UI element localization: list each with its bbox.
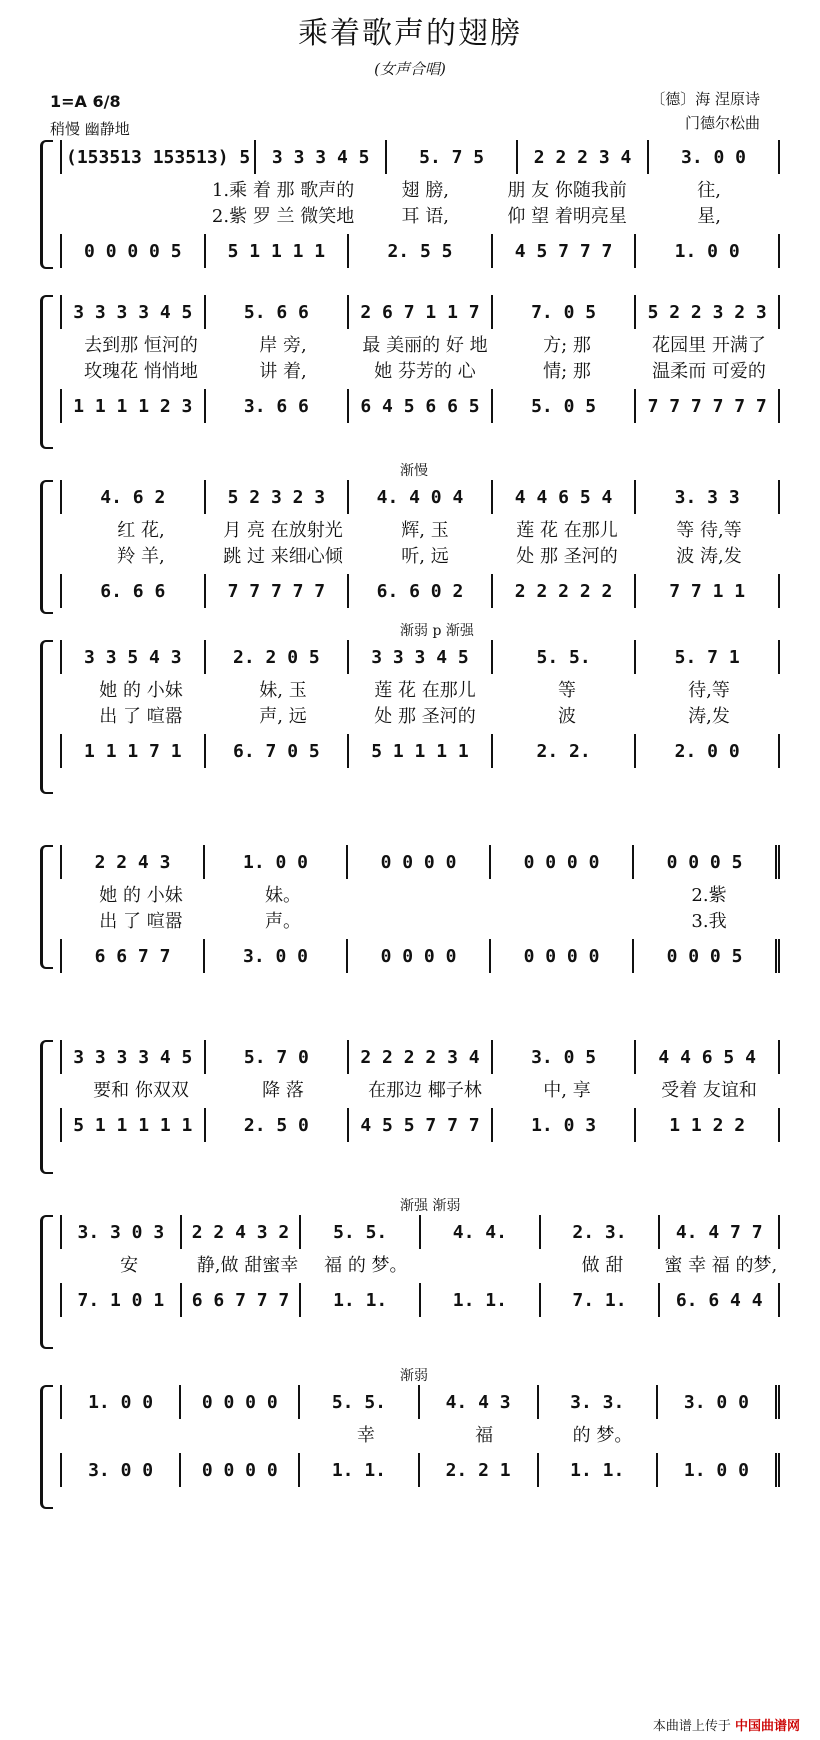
tempo-marking: 稍慢 幽静地 [50, 120, 130, 138]
lyric-segment: 辉, 玉 [401, 520, 449, 541]
measure: 1 1 1 1 2 3 [62, 389, 206, 423]
lyric-segment: 红 花, [117, 520, 165, 541]
lower-voice-row [60, 1108, 780, 1142]
lyric-segment: 声。 [265, 911, 301, 932]
lyric-segment: 安 [120, 1255, 139, 1276]
measure: 0 0 0 0 5 [62, 234, 206, 268]
lyric-segment: 讲 着, [259, 361, 307, 382]
measure: 3. 3. [539, 1385, 658, 1419]
dynamics-marking: 渐强 渐弱 [400, 1198, 461, 1214]
lower-voice-row [60, 234, 780, 268]
upper-voice-row [60, 1215, 780, 1249]
upper-voice-row [60, 140, 780, 174]
measure: 6. 6 4 4 [660, 1283, 780, 1317]
lyric-segment: 中, 享 [543, 1080, 591, 1101]
measure: 5. 7 5 [387, 140, 518, 174]
measure: 3. 6 6 [206, 389, 350, 423]
measure: 5. 6 6 [206, 295, 350, 329]
measure: 2. 5 0 [206, 1108, 350, 1142]
dynamics-marking: 渐慢 [400, 463, 428, 479]
lyric-verse-2 [70, 202, 780, 228]
lyric-segment: 福 [475, 1425, 494, 1446]
measure: 2. 5 5 [349, 234, 493, 268]
measure: 2. 0 0 [636, 734, 780, 768]
lyric-verse-1 [70, 676, 780, 702]
upper-voice-row [60, 640, 780, 674]
measure: 3. 0 0 [62, 1453, 181, 1487]
lyric-segment: 涛,发 [688, 706, 730, 727]
lyric-segment: 听, 远 [401, 546, 449, 567]
upper-voice-row [60, 1385, 780, 1419]
score-system [40, 463, 780, 610]
composer-credit: 门德尔松曲 [684, 114, 760, 132]
lyric-segment: 出 了 喧嚣 [99, 911, 183, 932]
measure: 7 7 1 1 [636, 574, 780, 608]
measure: 2. 2 0 5 [206, 640, 350, 674]
measure: 7 7 7 7 7 7 [636, 389, 780, 423]
lyric-segment: 玫瑰花 悄悄地 [84, 361, 198, 382]
measure: 7. 0 5 [493, 295, 637, 329]
lower-voice-row [60, 574, 780, 608]
lyric-verse-1 [70, 1251, 780, 1277]
lyric-segment: 波 涛,发 [676, 546, 742, 567]
lyric-segment: 受着 友谊和 [661, 1080, 757, 1101]
measure: 4 5 7 7 7 [493, 234, 637, 268]
lyric-segment: 2.紫 [691, 885, 727, 906]
measure: 4. 4. [421, 1215, 541, 1249]
score-system [40, 140, 780, 265]
lyric-segment: 待,等 [688, 680, 730, 701]
lyric-segment: 的 梦。 [572, 1425, 633, 1446]
measure: 2. 3. [541, 1215, 661, 1249]
lyric-segment: 月 亮 在放射光 [223, 520, 343, 541]
measure: 0 0 0 0 [491, 845, 634, 879]
lyric-verse-1 [70, 331, 780, 357]
lower-voice-row [60, 939, 780, 973]
score-system [40, 845, 780, 965]
lyric-segment: 做 甜 [581, 1255, 624, 1276]
lyric-segment: 翅 膀, [401, 180, 449, 201]
measure: 3. 0 0 [658, 1385, 780, 1419]
measure: 1. 0 0 [62, 1385, 181, 1419]
lyric-verse-1 [70, 881, 780, 907]
measure: 0 0 0 0 [348, 845, 491, 879]
lyric-segment: 情; 那 [543, 361, 591, 382]
measure: 1. 0 0 [658, 1453, 780, 1487]
lyric-verse-2 [70, 702, 780, 728]
measure: 2 2 4 3 2 [182, 1215, 302, 1249]
measure: 5 1 1 1 1 [206, 234, 350, 268]
lyric-segment: 声, 远 [259, 706, 307, 727]
lyric-verse-2 [70, 542, 780, 568]
measure: 5. 7 0 [206, 1040, 350, 1074]
measure: 3 3 3 3 4 5 [62, 1040, 206, 1074]
measure: 2. 2. [493, 734, 637, 768]
measure: 1. 1. [539, 1453, 658, 1487]
measure: 0 0 0 0 [348, 939, 491, 973]
measure: 4. 4 3 [420, 1385, 539, 1419]
lyric-segment: 温柔而 可爱的 [652, 361, 766, 382]
measure: 0 0 0 0 [181, 1453, 300, 1487]
measure: 1. 1. [421, 1283, 541, 1317]
measure: 3. 0 0 [649, 140, 780, 174]
measure: 6. 6 0 2 [349, 574, 493, 608]
lyric-segment: 蜜 幸 福 的梦, [664, 1255, 778, 1276]
lyric-segment: 妹, 玉 [259, 680, 307, 701]
measure: 2 2 2 2 2 [493, 574, 637, 608]
score-system [40, 1040, 780, 1170]
dynamics-marking: 渐弱 p 渐强 [400, 623, 474, 639]
lyric-segment: 最 美丽的 好 地 [362, 335, 488, 356]
measure: 2. 2 1 [420, 1453, 539, 1487]
measure: 4 5 5 7 7 7 [349, 1108, 493, 1142]
measure: 1 1 1 7 1 [62, 734, 206, 768]
measure: 4. 6 2 [62, 480, 206, 514]
lyric-segment: 她 芬芳的 心 [374, 361, 476, 382]
measure: 0 0 0 5 [634, 939, 780, 973]
measure: 5. 5. [300, 1385, 419, 1419]
lyric-segment: 花园里 开满了 [652, 335, 766, 356]
measure: 4 4 6 5 4 [493, 480, 637, 514]
system-brace [40, 140, 53, 269]
upper-voice-row [60, 480, 780, 514]
song-title: 乘着歌声的翅膀 [298, 16, 522, 51]
lyric-segment: 莲 花 在那儿 [516, 520, 618, 541]
measure: 6. 6 6 [62, 574, 206, 608]
lyric-segment: 耳 语, [401, 206, 449, 227]
measure: 6 6 7 7 [62, 939, 205, 973]
measure: 1 1 2 2 [636, 1108, 780, 1142]
upper-voice-row [60, 295, 780, 329]
measure: 5 2 2 3 2 3 [636, 295, 780, 329]
measure: 6 4 5 6 6 5 [349, 389, 493, 423]
lyric-segment: 静,做 甜蜜幸 [196, 1255, 299, 1276]
lyric-segment: 方; 那 [543, 335, 591, 356]
measure: 1. 0 0 [636, 234, 780, 268]
lyric-segment: 莲 花 在那儿 [374, 680, 476, 701]
lower-voice-row [60, 389, 780, 423]
lyric-segment: 她 的 小妹 [99, 680, 183, 701]
key-signature: 1=A 6/8 [50, 92, 121, 111]
measure: 7. 1 0 1 [62, 1283, 182, 1317]
measure: 3 3 3 4 5 [256, 140, 387, 174]
measure: 3. 3 0 3 [62, 1215, 182, 1249]
measure: 4. 4 7 7 [660, 1215, 780, 1249]
lyric-segment: 降 落 [262, 1080, 304, 1101]
measure: 0 0 0 5 [634, 845, 780, 879]
lower-voice-row [60, 1453, 780, 1487]
score-system [40, 1198, 780, 1345]
lyric-segment: 福 的 梦。 [324, 1255, 408, 1276]
dynamics-marking: 渐弱 [400, 1368, 428, 1384]
lyric-segment: 处 那 圣河的 [516, 546, 618, 567]
measure: 6. 7 0 5 [206, 734, 350, 768]
lyric-segment: 出 了 喧嚣 [99, 706, 183, 727]
lyric-verse-1 [70, 1421, 780, 1447]
upper-voice-row [60, 1040, 780, 1074]
lyric-segment: 去到那 恒河的 [84, 335, 198, 356]
lower-voice-row [60, 734, 780, 768]
measure: 5 1 1 1 1 [349, 734, 493, 768]
footer-text: 本曲谱上传于 [652, 1719, 731, 1734]
measure: 4 4 6 5 4 [636, 1040, 780, 1074]
system-brace [40, 640, 53, 794]
lower-voice-row [60, 1283, 780, 1317]
measure: 7 7 7 7 7 [206, 574, 350, 608]
measure: 5. 5. [301, 1215, 421, 1249]
lyric-verse-2 [70, 907, 780, 933]
measure: 1. 0 0 [205, 845, 348, 879]
measure: (153513 153513) 5 [62, 140, 256, 174]
lyric-segment: 岸 旁, [259, 335, 307, 356]
measure: 5. 0 5 [493, 389, 637, 423]
lyric-segment: 等 [558, 680, 576, 701]
measure: 3 3 3 3 4 5 [62, 295, 206, 329]
system-brace [40, 1385, 53, 1509]
lyric-segment: 羚 羊, [117, 546, 165, 567]
lyric-verse-2 [70, 357, 780, 383]
system-brace [40, 1040, 53, 1174]
measure: 5 1 1 1 1 1 [62, 1108, 206, 1142]
lyric-segment: 仰 望 着明亮星 [507, 206, 627, 227]
measure: 6 6 7 7 7 [182, 1283, 302, 1317]
lyric-segment: 星, [697, 206, 721, 227]
score-system [40, 623, 780, 790]
measure: 1. 1. [300, 1453, 419, 1487]
lyric-segment: 朋 友 你随我前 [507, 180, 627, 201]
lyric-segment: 往, [697, 180, 721, 201]
lyric-segment: 3.我 [691, 911, 727, 932]
system-brace [40, 1215, 53, 1349]
song-subtitle: (女声合唱) [374, 60, 446, 78]
measure: 7. 1. [541, 1283, 661, 1317]
lyric-segment: 等 待,等 [676, 520, 742, 541]
measure: 5 2 3 2 3 [206, 480, 350, 514]
measure: 2 2 4 3 [62, 845, 205, 879]
upper-voice-row [60, 845, 780, 879]
measure: 2 2 2 3 4 [518, 140, 649, 174]
lyric-segment: 2.紫 罗 兰 微笑地 [211, 206, 355, 227]
measure: 1. 1. [301, 1283, 421, 1317]
score-system [40, 1368, 780, 1505]
lyric-segment: 她 的 小妹 [99, 885, 183, 906]
measure: 3. 0 5 [493, 1040, 637, 1074]
lyric-verse-1 [70, 1076, 780, 1102]
lyric-segment: 跳 过 来细心倾 [223, 546, 343, 567]
measure: 4. 4 0 4 [349, 480, 493, 514]
lyric-verse-1 [70, 176, 780, 202]
measure: 5. 5. [493, 640, 637, 674]
measure: 1. 0 3 [493, 1108, 637, 1142]
measure: 5. 7 1 [636, 640, 780, 674]
system-brace [40, 845, 53, 969]
score-system [40, 295, 780, 445]
site-logo: 中国曲谱网 [734, 1719, 800, 1734]
system-brace [40, 295, 53, 449]
measure: 2 6 7 1 1 7 [349, 295, 493, 329]
measure: 0 0 0 0 [181, 1385, 300, 1419]
footer [653, 1715, 800, 1734]
lyric-segment: 要和 你双双 [93, 1080, 189, 1101]
lyric-segment: 在那边 椰子林 [368, 1080, 482, 1101]
measure: 3 3 5 4 3 [62, 640, 206, 674]
system-brace [40, 480, 53, 614]
lyric-segment: 处 那 圣河的 [374, 706, 476, 727]
measure: 3 3 3 4 5 [349, 640, 493, 674]
measure: 3. 0 0 [205, 939, 348, 973]
lyricist-credit: 〔德〕海 涅原诗 [650, 90, 760, 108]
lyric-segment: 幸 [356, 1425, 375, 1446]
lyric-segment: 1.乘 着 那 歌声的 [211, 180, 355, 201]
lyric-verse-1 [70, 516, 780, 542]
measure: 3. 3 3 [636, 480, 780, 514]
measure: 2 2 2 2 3 4 [349, 1040, 493, 1074]
measure: 0 0 0 0 [491, 939, 634, 973]
lyric-segment: 妹。 [265, 885, 301, 906]
lyric-segment: 波 [558, 706, 576, 727]
